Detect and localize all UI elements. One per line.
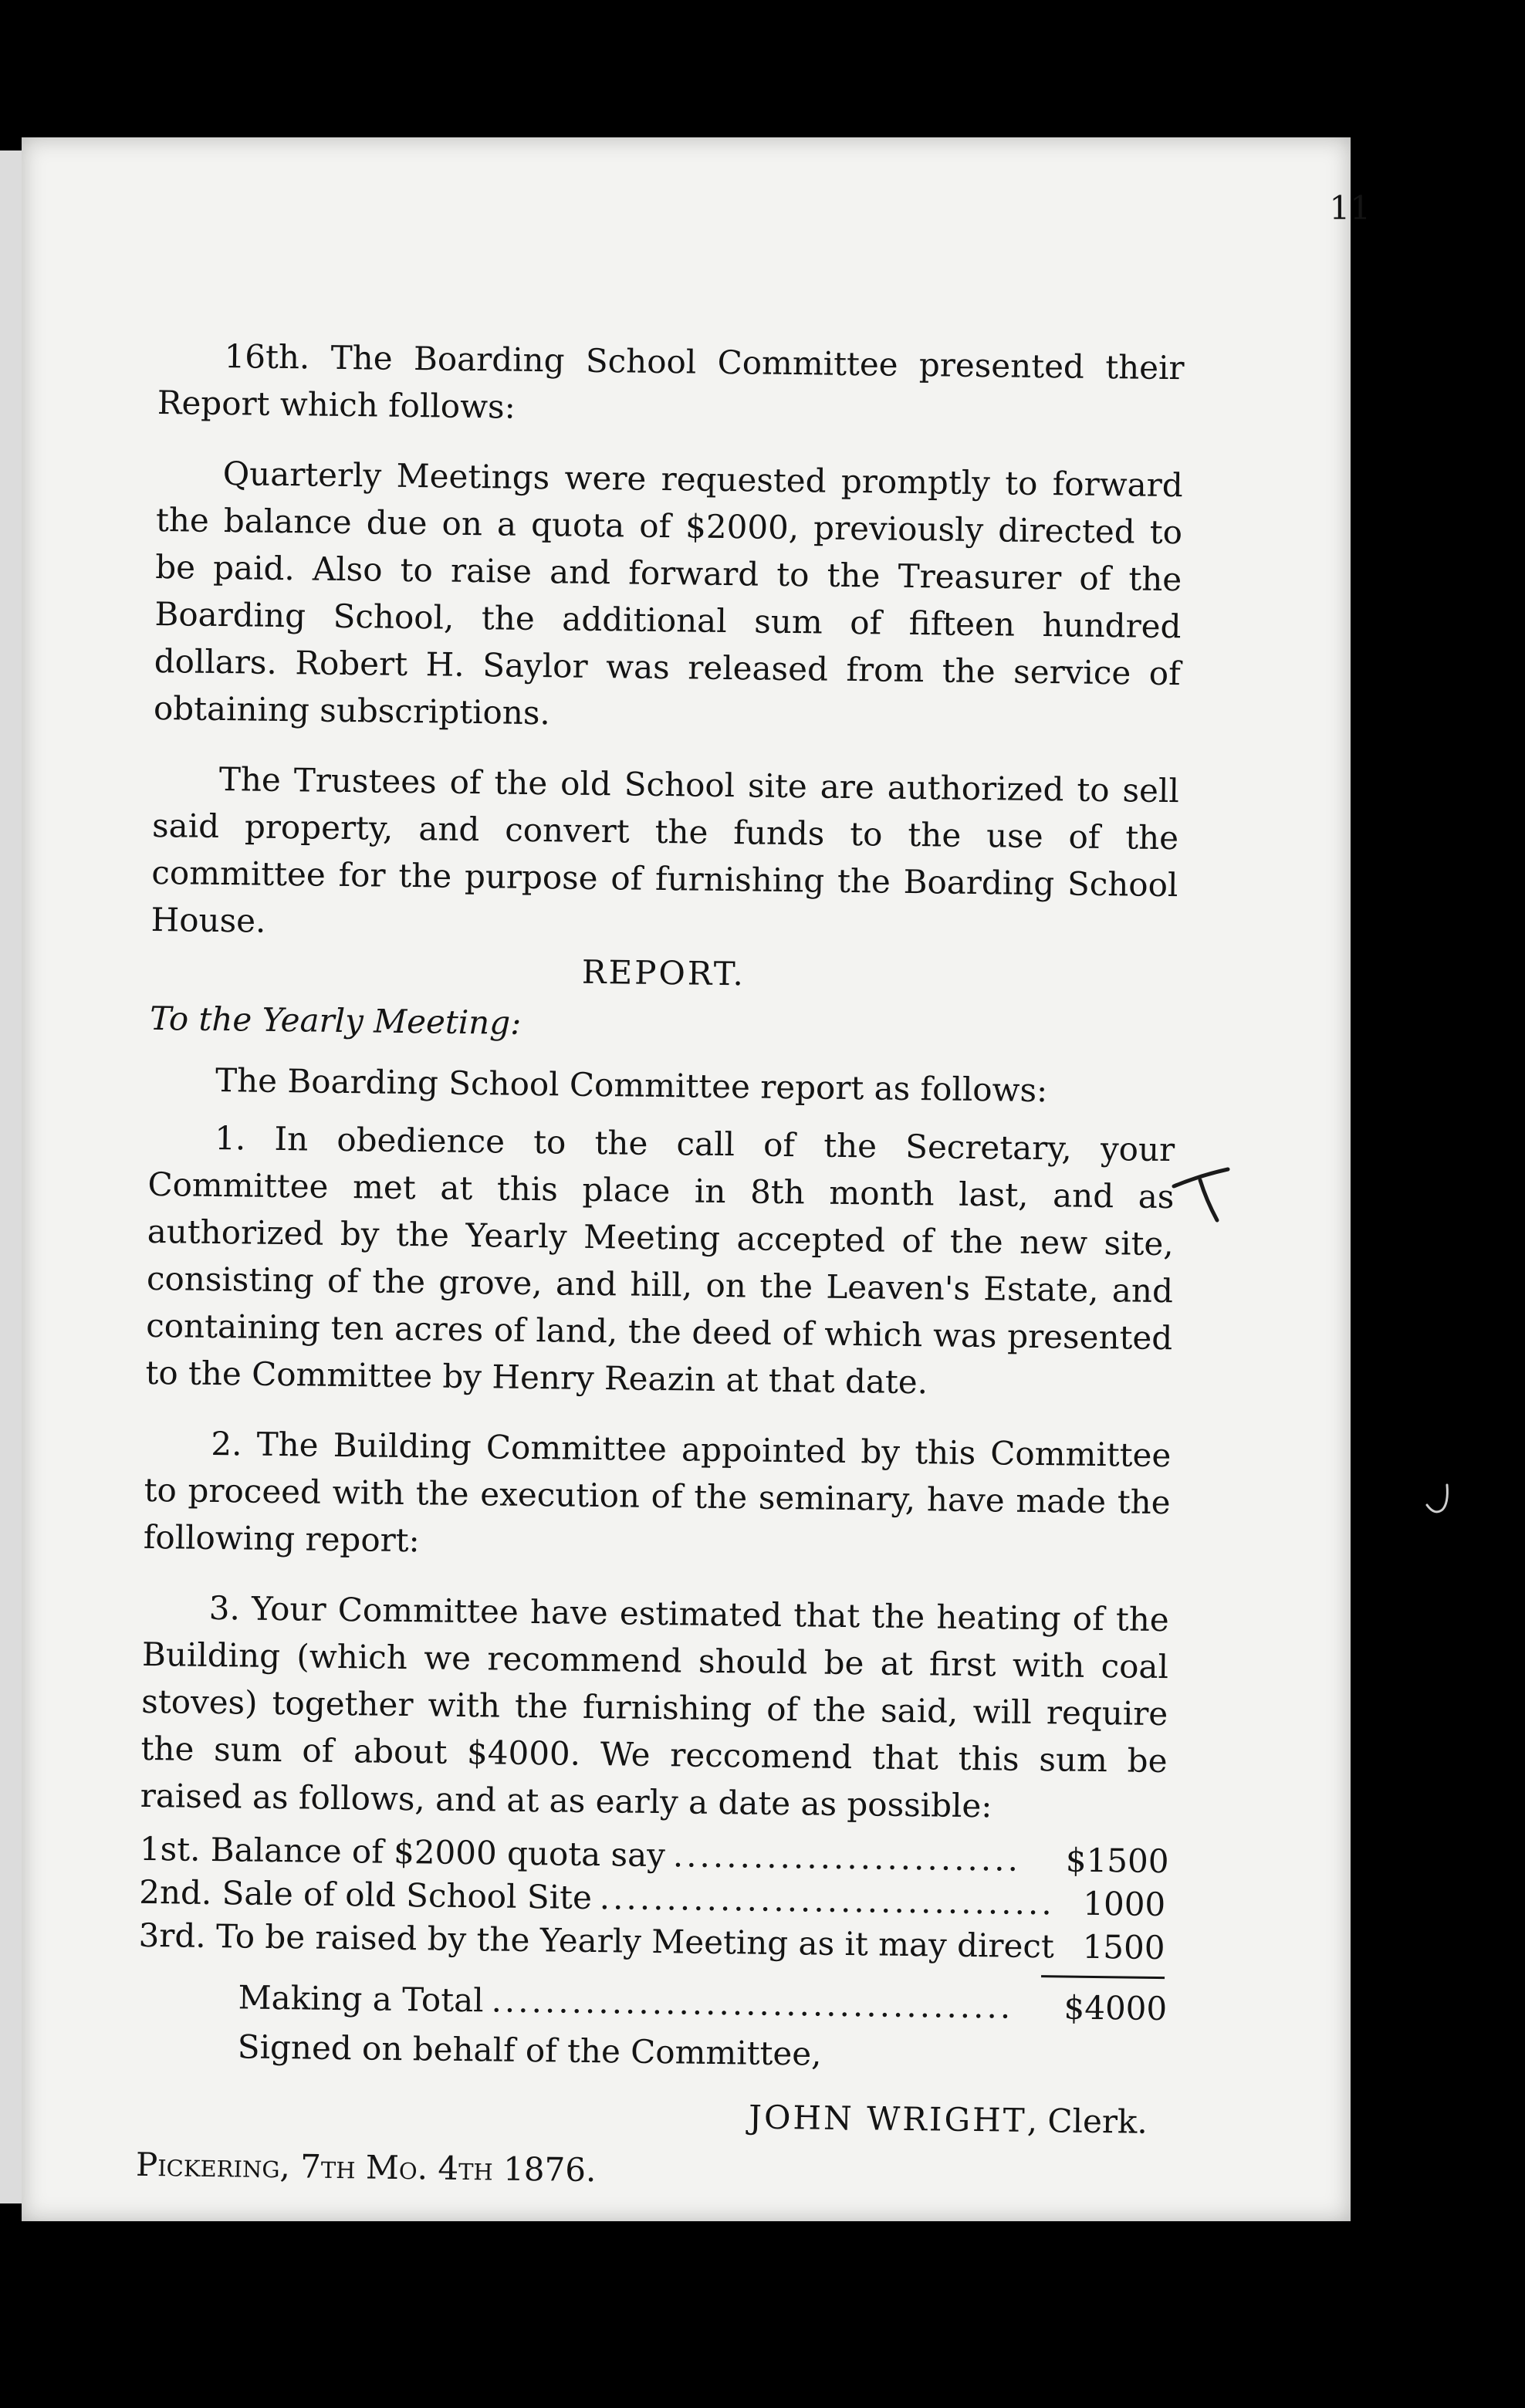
dot-leader: ....................................... <box>491 1981 1014 2026</box>
report-salutation: To the Yearly Meeting: <box>149 999 522 1042</box>
handwritten-tick-mark <box>1424 1482 1455 1520</box>
budget-item-amount: $1500 <box>1065 1841 1169 1881</box>
budget-item-amount: 1000 <box>1083 1884 1166 1924</box>
budget-list <box>137 1825 1169 2028</box>
trustees-paragraph: The Trustees of the old School site are authorized to sell said property, and convert the funds to the use of the committee for the purpose of furnishing the Boarding School House. <box>150 760 1180 940</box>
budget-total-row <box>137 1973 1168 2028</box>
budget-item-label: 3rd. To be raised by the Yearly Meeting as it may direct <box>138 1916 1055 1966</box>
report-intro: The Boarding School Committee report as follows: <box>215 1060 1048 1110</box>
dot-leader: .................................. <box>599 1879 1056 1923</box>
report-item-3: 3. Your Committee have estimated that the heating of the Building (which we recommend should be at first with coal stoves) together with the furnishing of the said, will require the sum of about $4000. We reccomend that this sum be raised as follows, and at as early a date as possible: <box>140 1588 1170 1825</box>
dateline: Pickering, 7th Mo. 4th 1876. <box>135 2145 597 2190</box>
clerk-name: JOHN WRIGHT <box>748 2098 1028 2139</box>
clerk-signature <box>136 2086 1163 2146</box>
report-item-2: 2. The Building Committee appointed by this Committee to proceed with the execution of the seminary, have made the following report: <box>143 1424 1172 1560</box>
total-amount: $4000 <box>1063 1988 1168 2028</box>
dot-leader: .......................... <box>672 1836 1022 1879</box>
handwritten-cross-mark <box>1169 1154 1231 1223</box>
report-heading: REPORT. <box>581 952 746 993</box>
clerk-title: , Clerk. <box>1026 2101 1148 2141</box>
page-text <box>136 332 1185 2200</box>
signed-line: Signed on behalf of the Committee, <box>237 2028 822 2073</box>
total-rule <box>1041 1975 1165 1979</box>
budget-item-label: 2nd. Sale of old School Site <box>139 1872 593 1917</box>
budget-item-amount: 1500 <box>1082 1927 1165 1967</box>
total-label: Making a Total <box>238 1978 484 2020</box>
quarterly-meetings-paragraph: Quarterly Meetings were requested promptly to forward the balance due on a quota of $2000, previously directed to be paid. Also to raise and forward to the Treasurer of the Boarding School, the additional sum of fifteen hundred dollars. Robert H. Saylor was released from the service of obtaining subscriptions. <box>153 455 1183 732</box>
budget-item-label: 1st. Balance of $2000 quota say <box>139 1829 666 1875</box>
opening-paragraph: 16th. The Boarding School Committee presented their Report which follows: <box>157 337 1185 426</box>
page-number: 11 <box>1329 189 1371 227</box>
report-item-1: 1. In obedience to the call of the Secretary, your Committee met at this place in 8th month last, and as authorized by the Yearly Meeting accepted of the new site, consisting of the grove, and hill, on the Leaven's Estate, and containing ten acres of land, the deed of which was presented to the Committee by Henry Reazin at that date. <box>145 1118 1175 1402</box>
